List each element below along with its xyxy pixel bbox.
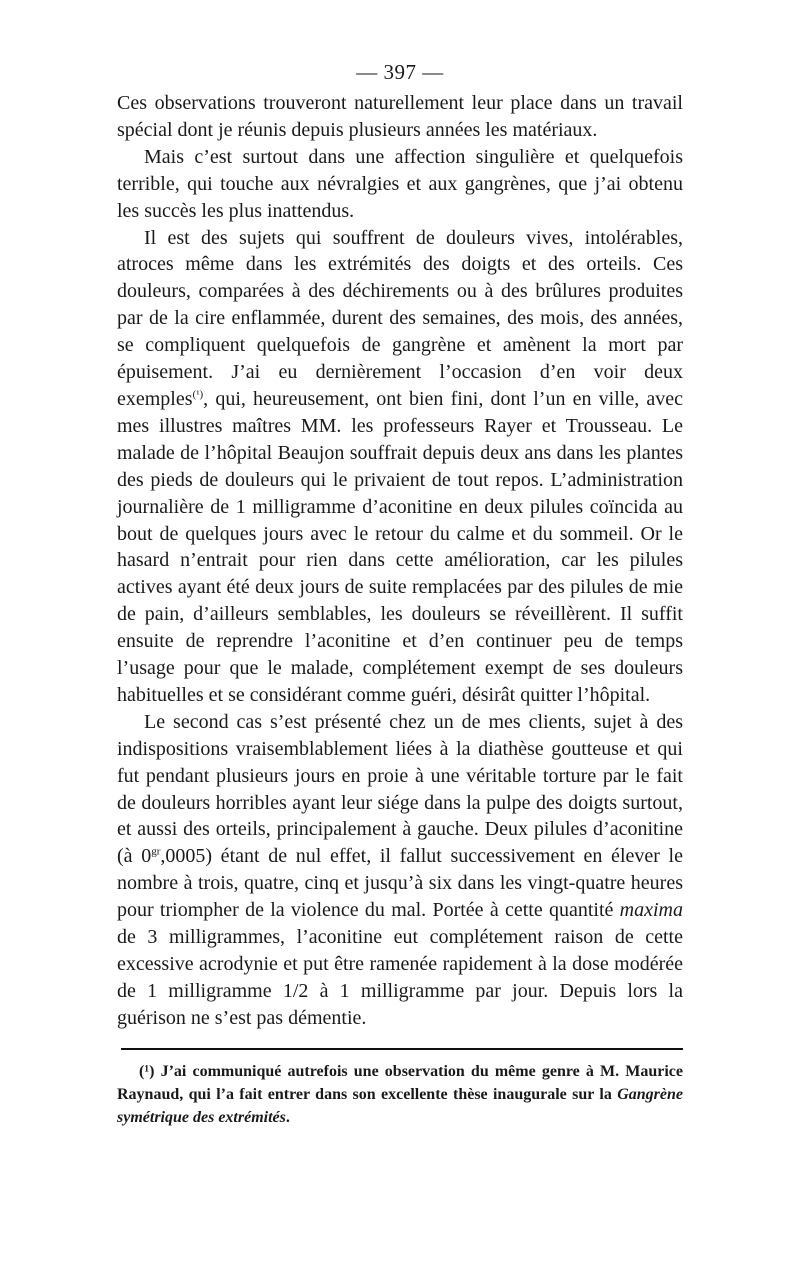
footnote-reference: (¹) <box>192 388 204 401</box>
paragraph-4 <box>117 709 683 1032</box>
paragraph-2: Mais c’est surtout dans une affection singulière et quelquefois terrible, qui touche aux névralgies et aux gangrènes, que j’ai obtenu les succès les plus inattendus. <box>117 145 683 222</box>
footnote-divider <box>121 1048 683 1050</box>
paragraph-3 <box>117 225 683 709</box>
footnote-marker: (¹) <box>139 1062 155 1080</box>
paragraph-3-text-a: Il est des sujets qui souffrent de douleurs vives, intolérables, atroces même dans les extrémités des doigts et des orteils. Ces douleurs, comparées à des déchirements ou à des brûlures produites par de la cire enflammée, durent des semaines, des mois, des années, se compliquent quelquefois de gangrène et amènent la mort par épuisement. J’ai eu dernièrement l’occasion d’en voir deux exemples <box>117 226 683 410</box>
book-page <box>117 58 683 1145</box>
body-text <box>117 90 683 1032</box>
paragraph-4-text-c: de 3 milligrammes, l’aconitine eut complétement raison de cette excessive acrodynie et put être ramenée rapidement à la dose modérée de 1 milligramme 1/2 à 1 milligramme par jour. Depuis lors la guérison ne s’est pas démentie. <box>117 926 683 1029</box>
page-number: — 397 — <box>356 60 444 84</box>
footnote-text-a: J’ai communiqué autrefois une observation du même genre à M. Maurice Raynaud, qui l’a fait entrer dans son excellente thèse inaugurale sur la <box>117 1062 683 1103</box>
footnote <box>117 1060 683 1129</box>
paragraph-3-text-b: , qui, heureusement, ont bien fini, dont l’un en ville, avec mes illustres maîtres MM. les professeurs Rayer et Trousseau. Le malade de l’hôpital Beaujon souffrait depuis deux ans dans les plantes des pieds de douleurs qui le privaient de tout repos. L’administration journalière de 1 milligramme d’aconitine en deux pilules coïncida au bout de quelques jours avec le retour du calme et du sommeil. Or le hasard n’entrait pour rien dans cette amélioration, car les pilules actives ayant été deux jours de suite remplacées par des pilules de mie de pain, d’ailleurs semblables, les douleurs se réveillèrent. Il suffit ensuite de reprendre l’aconitine et d’en continuer peu de temps l’usage pour que le malade, complétement exempt de ses douleurs habituelles et se considérant comme guéri, désirât quitter l’hôpital. <box>117 387 683 706</box>
gram-abbreviation: gr <box>151 845 161 858</box>
paragraph-1: Ces observations trouveront naturellement leur place dans un travail spécial dont je réunis depuis plusieurs années les matériaux. <box>117 92 683 141</box>
paragraph-4-text-a: Le second cas s’est présenté chez un de mes clients, sujet à des indispositions vraisemblablement liées à la diathèse goutteuse et qui fut pendant plusieurs jours en proie à une véritable torture par le fait de douleurs horribles ayant leur siége dans la pulpe des doigts surtout, et aussi des orteils, principalement à gauche. Deux pilules d’aconitine (à 0 <box>117 710 683 868</box>
footnote-title: Gangrène symétrique des extrémités <box>117 1085 683 1126</box>
paragraph-4-text-b: ,0005) étant de nul effet, il fallut successivement en élever le nombre à trois, quatre, cinq et jusqu’à six dans les vingt-quatre heures pour triompher de la violence du mal. Portée à cette quantité <box>117 845 683 922</box>
italic-term: maxima <box>619 899 683 922</box>
footnote-text-b: . <box>285 1108 290 1126</box>
